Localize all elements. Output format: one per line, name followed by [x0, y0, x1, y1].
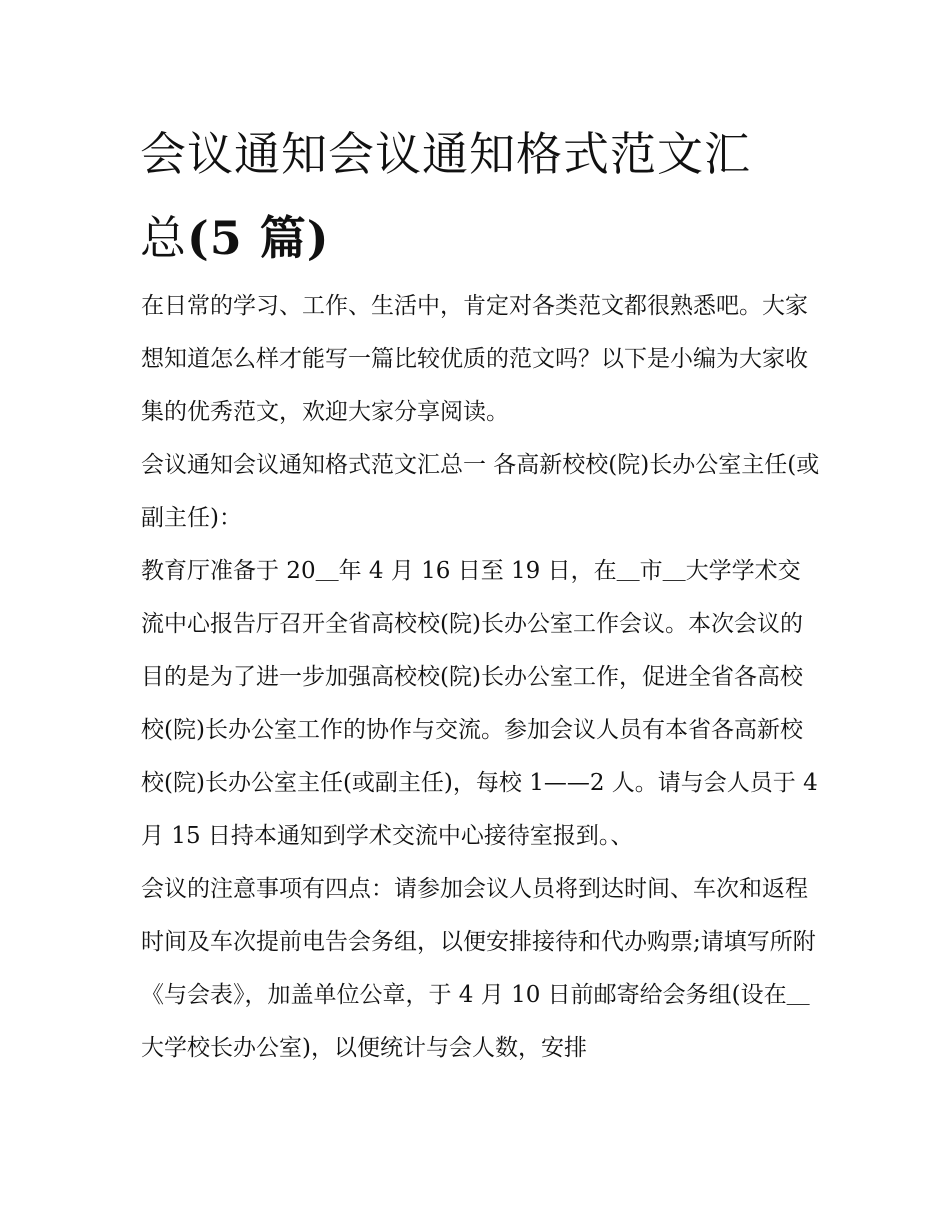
- paragraph-intro: 在日常的学习、工作、生活中，肯定对各类范文都很熟悉吧。大家想知道怎么样才能写一篇比较优质的范文吗？以下是小编为大家收集的优秀范文，欢迎大家分享阅读。: [141, 293, 808, 425]
- title-line-1: 会议通知会议通知格式范文汇: [140, 127, 751, 181]
- title-line-2-prefix: 总: [140, 211, 187, 265]
- document-title: [140, 112, 820, 280]
- title-line-2-bold: (5 篇): [187, 211, 330, 265]
- document-body: [141, 280, 821, 1075]
- paragraph-salutation: 会议通知会议通知格式范文汇总一 各高新校校(院)长办公室主任(或副主任)：: [141, 452, 820, 531]
- paragraph-notes: 会议的注意事项有四点：请参加会议人员将到达时间、车次和返程时间及车次提前电告会务组，以便安排接待和代办购票;请填写所附《与会表》，加盖单位公章，于 4 月 10 日前邮寄给会务组(设在＿大学校长办公室)，以便统计与会人数，安排: [141, 876, 816, 1061]
- paragraph-meeting-details: 教育厅准备于 20＿年 4 月 16 日至 19 日，在＿市＿大学学术交流中心报告厅召开全省高校校(院)长办公室工作会议。本次会议的目的是为了进一步加强高校校(院)长办公室工作，促进全省各高校校(院)长办公室工作的协作与交流。参加会议人员有本省各高新校校(院)长办公室主任(或副主任)，每校 1——2 人。请与会人员于 4 月 15 日持本通知到学术交流中心接待室报到。、: [141, 558, 818, 849]
